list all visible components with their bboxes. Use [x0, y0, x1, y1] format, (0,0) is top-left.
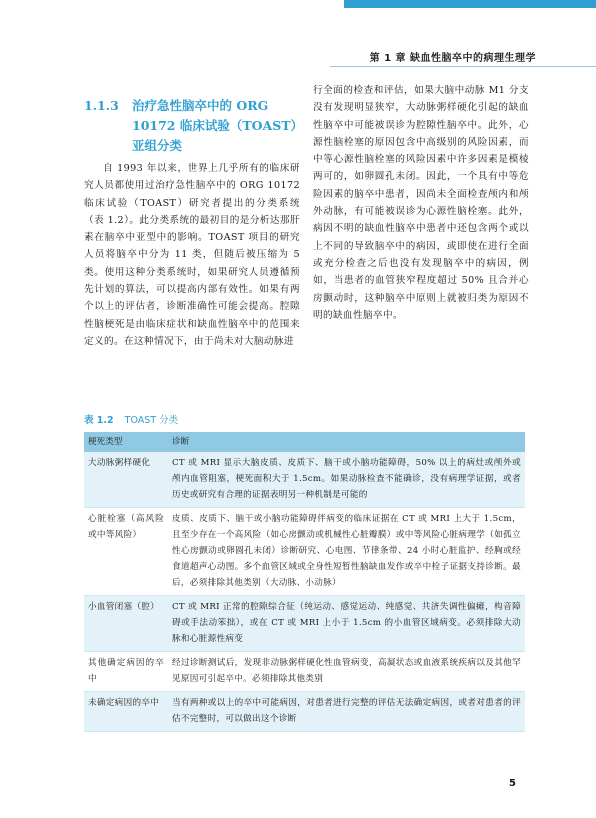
decorative-corner-curve	[488, 706, 548, 766]
table-caption-title: TOAST 分类	[124, 415, 179, 426]
page-number: 5	[509, 778, 516, 789]
row-type: 心脏栓塞（高风险或中等风险）	[84, 508, 168, 596]
row-diagnosis: 当有两种或以上的卒中可能病因，对患者进行完整的评估无法确定病因，或者对患者的评估不完整时，可以做出这个诊断	[168, 692, 525, 732]
row-diagnosis: 皮质、皮质下、脑干或小脑功能障碍伴病变的临床证据在 CT 或 MRI 上大于 1.5cm，且至少存在一个高风险（如心房颤动或机械性心脏瓣膜）或中等风险心脏病理学（如孤立性心房颤动或卵圆孔未闭）诊断研究、心电图、节律条带、24 小时心脏监护、经胸或经食道超声心动图。多个血管区域或全身性短暂性脑缺血发作或卒中栓子证据支持诊断。最后，必须排除其他类别（大动脉、小动脉）	[168, 508, 525, 596]
toast-classification-table	[84, 432, 525, 732]
section-heading	[84, 96, 300, 156]
table-caption	[84, 412, 178, 426]
row-diagnosis: CT 或 MRI 正常的腔隙综合征（纯运动、感觉运动、纯感觉、共济失调性偏瘫，构音障碍或手法动笨拙），或在 CT 或 MRI 上小于 1.5cm 的小血管区域病变。必须排除大动脉和心脏源性病变	[168, 596, 525, 652]
header-infarct-type: 梗死类型	[84, 432, 168, 452]
running-head: 第 1 章 缺血性脑卒中的病理生理学	[369, 53, 536, 64]
section-number: 1.1.3	[84, 98, 119, 113]
table-row	[84, 452, 525, 508]
left-paragraph: 自 1993 年以来，世界上几乎所有的临床研究人员都使用过治疗急性脑卒中的 ORG 10172 临床试验（TOAST）研究者提出的分类系统（表 1.2）。此分类系统的最初目的是分析达那肝素在脑卒中亚型中的影响。TOAST 项目的研究人员将脑卒中分为 11 类，但随后被压缩为 5 类。使用这种分类系统时，如果研究人员遵循预先计划的算法，可以提高内部有效性。如果有两个以上的评估者，诊断准确性可能会提高。腔隙性脑梗死是由临床症状和缺血性脑卒中的范围来定义的。在这种情况下，由于尚未对大脑动脉进	[84, 163, 300, 347]
table-caption-number: 表 1.2	[84, 415, 114, 426]
right-paragraph: 行全面的检查和评估，如果大脑中动脉 M1 分支没有发现明显狭窄，大动脉粥样硬化引起的缺血性脑卒中可能被误诊为腔隙性脑卒中。此外，心源性脑栓塞的原因包含中高级别的风险因素，而中等心源性脑栓塞的风险因素中许多因素是模棱两可的，如卵圆孔未闭。因此，一个具有中等危险因素的脑卒中患者，因尚未全面检查颅内和颅外动脉，有可能被误诊为心源性脑栓塞。此外，病因不明的缺血性脑卒中患者中还包含两个或以上不同的导致脑卒中的病因，或即使在进行全面或充分检查之后也没有发现脑卒中的病因，例如，当患者的血管狭窄程度超过 50% 且合并心房颤动时，这种脑卒中原则上就被归类为原因不明的缺血性脑卒中。	[313, 85, 529, 321]
top-accent-bar	[344, 0, 596, 8]
table-row	[84, 596, 525, 652]
section-title: 治疗急性脑卒中的 ORG 10172 临床试验（TOAST）亚组分类	[132, 98, 297, 153]
right-column	[313, 82, 529, 324]
row-type: 小血管闭塞（腔）	[84, 596, 168, 652]
table-header-row	[84, 432, 525, 452]
row-type: 其他确定病因的卒中	[84, 652, 168, 692]
table-row	[84, 652, 525, 692]
row-type: 大动脉粥样硬化	[84, 452, 168, 508]
row-type: 未确定病因的卒中	[84, 692, 168, 732]
row-diagnosis: CT 或 MRI 显示大脑皮质、皮质下、脑干或小脑功能障碍，50% 以上的病灶或颅外或颅内血管阻塞，梗死面积大于 1.5cm。如果动脉检查不能确诊，没有病理学证据，或者历史或研究有合理的证据表明另一种机制是可能的	[168, 452, 525, 508]
header-rule	[330, 66, 596, 67]
table-row	[84, 692, 525, 732]
table-row	[84, 508, 525, 596]
left-column	[84, 96, 300, 350]
row-diagnosis: 经过诊断测试后，发现非动脉粥样硬化性血管病变，高凝状态或血液系统疾病以及其他罕见原因可引起卒中。必须排除其他类别	[168, 652, 525, 692]
header-diagnosis: 诊断	[168, 432, 525, 452]
